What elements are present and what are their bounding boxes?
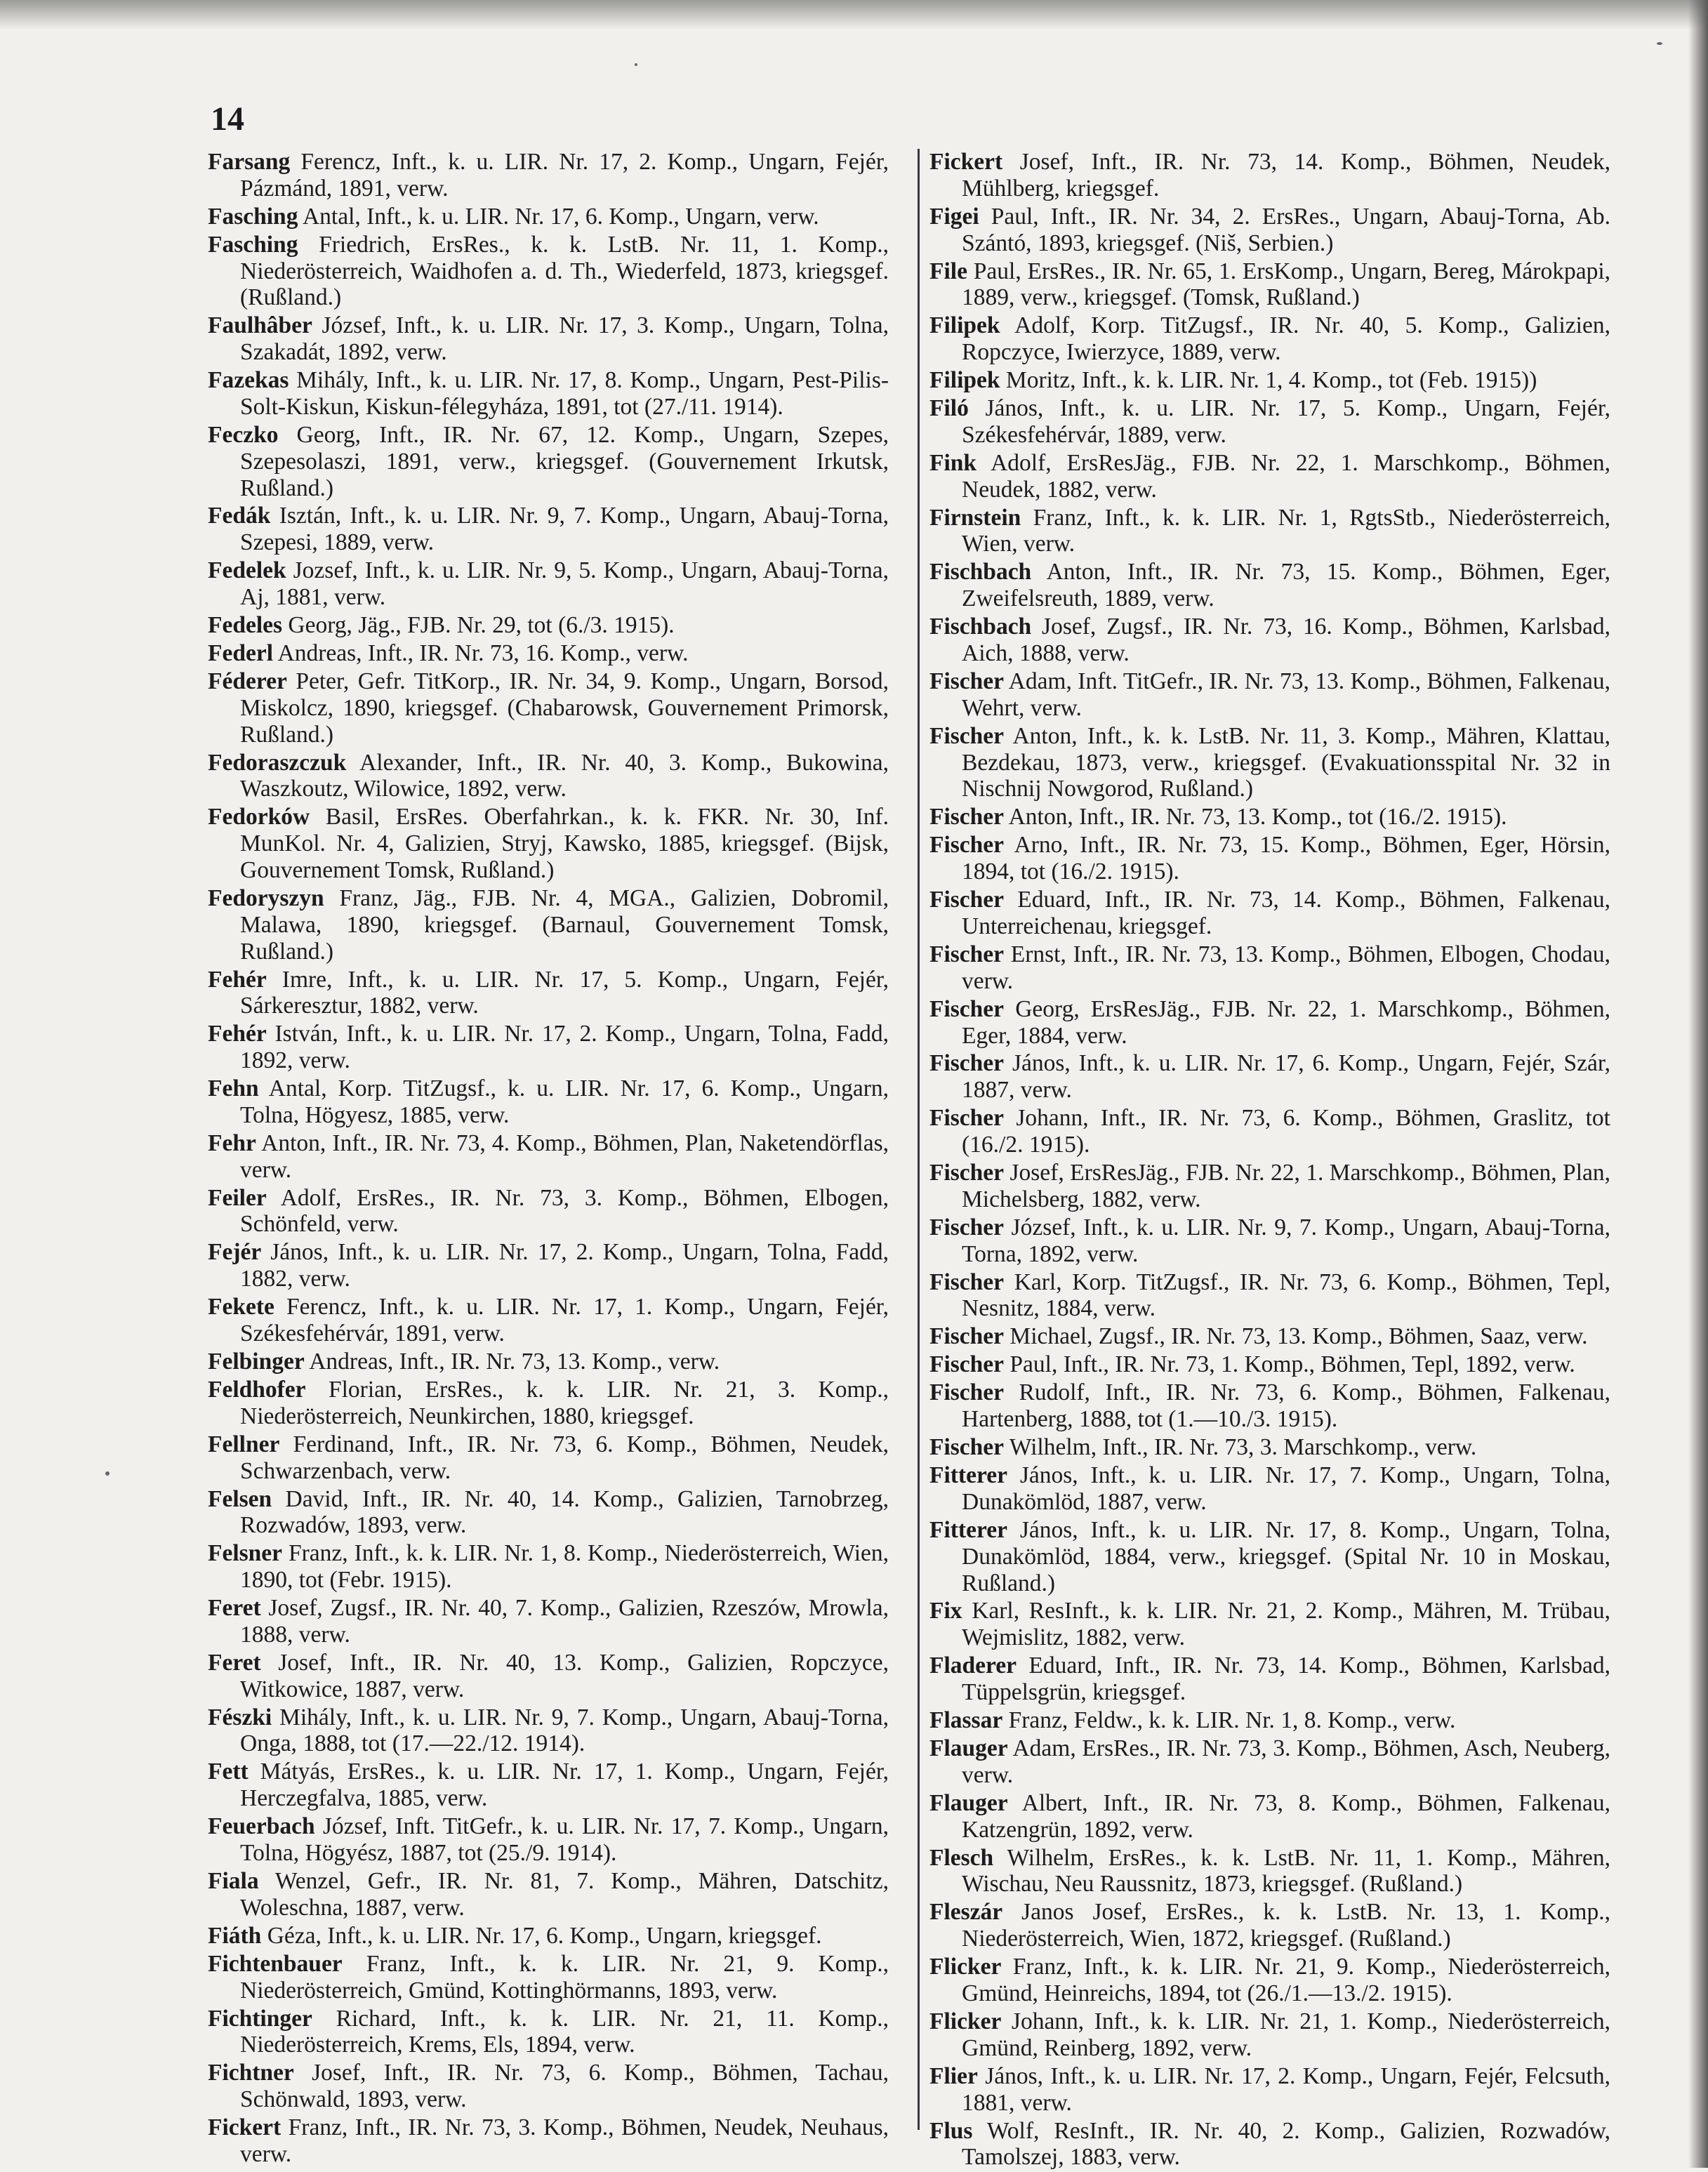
entry-details: Eduard, Inft., IR. Nr. 73, 14. Komp., Böhmen, Karlsbad, Tüppelsgrün, kriegsgef.	[962, 1653, 1611, 1706]
entry	[929, 1351, 1610, 1378]
entry	[208, 557, 889, 611]
entry-surname: Fehr	[208, 1130, 256, 1156]
entry	[929, 1845, 1610, 1898]
entry-surname: Fedák	[208, 503, 271, 529]
entry-details: Mihály, Inft., k. u. LIR. Nr. 17, 8. Komp., Ungarn, Pest-Pilis-Solt-Kiskun, Kiskun-félegyháza, 1891, tot (27./11. 1914).	[240, 367, 889, 420]
entry-details: Georg, Jäg., FJB. Nr. 29, tot (6./3. 1915).	[288, 612, 675, 639]
entry	[929, 804, 1610, 830]
entry-details: Ferencz, Inft., k. u. LIR. Nr. 17, 1. Komp., Ungarn, Fejér, Székesfehérvár, 1891, verw.	[240, 1294, 889, 1347]
entry	[929, 395, 1610, 449]
entry-surname: Fiala	[208, 1868, 259, 1895]
entry-surname: Fedoraszczuk	[208, 749, 347, 776]
entry	[208, 422, 889, 501]
entry	[208, 668, 889, 748]
entry-surname: Fickert	[929, 149, 1003, 175]
entry-surname: Fischer	[929, 1160, 1005, 1186]
entry	[208, 1130, 889, 1184]
entry-surname: Fischer	[929, 1351, 1005, 1378]
entry	[929, 941, 1610, 995]
entry	[208, 312, 889, 366]
entry-surname: Flauger	[929, 1735, 1008, 1762]
entry	[208, 804, 889, 883]
entry-details: János, Inft., k. u. LIR. Nr. 17, 8. Komp., Ungarn, Tolna, Dunakömlöd, 1884, verw., kriegsgef. (Spital Nr. 10 in Moskau, Rußland.)	[962, 1516, 1611, 1596]
entry-surname: Fedoryszyn	[208, 885, 324, 911]
entry	[208, 503, 889, 556]
entry-surname: Fischer	[929, 887, 1005, 913]
entry	[929, 1379, 1610, 1433]
entry-surname: Faulhâber	[208, 312, 312, 339]
entry-surname: Fischer	[929, 1434, 1005, 1461]
entry-surname: Fischer	[929, 1269, 1005, 1295]
entry	[929, 1323, 1610, 1350]
entry-details: Adolf, ErsRes., IR. Nr. 73, 3. Komp., Böhmen, Elbogen, Schönfeld, verw.	[240, 1184, 889, 1238]
entry-details: Karl, Korp. TitZugsf., IR. Nr. 73, 6. Komp., Böhmen, Tepl, Nesnitz, 1884, verw.	[962, 1269, 1610, 1322]
entry-surname: Féderer	[208, 668, 287, 695]
entry-surname: Flassar	[929, 1707, 1003, 1734]
entry-details: Johann, Inft., k. k. LIR. Nr. 21, 1. Komp., Niederösterreich, Gmünd, Reinberg, 1892, verw.	[962, 2008, 1611, 2061]
entry	[208, 367, 889, 421]
entry	[208, 1021, 889, 1074]
entry-surname: File	[929, 258, 967, 284]
entry-details: Peter, Gefr. TitKorp., IR. Nr. 34, 9. Komp., Ungarn, Borsod, Miskolcz, 1890, kriegsgef. (Chabarowsk, Gouvernement Primorsk, Rußland.)	[240, 668, 889, 748]
entry	[208, 1075, 889, 1129]
entry-details: Josef, Zugsf., IR. Nr. 40, 7. Komp., Galizien, Rzeszów, Mrowla, 1888, verw.	[240, 1595, 889, 1648]
entry	[208, 1595, 889, 1648]
entry-surname: Fedorków	[208, 804, 310, 830]
entry-surname: Fischer	[929, 1379, 1005, 1406]
entry-details: Johann, Inft., IR. Nr. 73, 6. Komp., Böhmen, Graslitz, tot (16./2. 1915).	[962, 1105, 1610, 1158]
entry-details: János, Inft., k. u. LIR. Nr. 17, 2. Komp., Ungarn, Fejér, Felcsuth, 1881, verw.	[962, 2062, 1610, 2116]
entry-surname: Feret	[208, 1649, 261, 1676]
entry	[929, 1434, 1610, 1461]
entry-details: Karl, ResInft., k. k. LIR. Nr. 21, 2. Komp., Mähren, M. Trübau, Wejmislitz, 1882, verw.	[962, 1598, 1611, 1651]
entry-details: Imre, Inft., k. u. LIR. Nr. 17, 5. Komp., Ungarn, Fejér, Sárkeresztur, 1882, verw.	[240, 966, 889, 1019]
entry-surname: Fischer	[929, 995, 1005, 1022]
entry	[208, 1486, 889, 1539]
entry-surname: Flus	[929, 2117, 973, 2144]
entry	[929, 1160, 1610, 1213]
entry-surname: Firnstein	[929, 504, 1021, 531]
entry	[929, 887, 1610, 940]
entry	[208, 2114, 889, 2168]
entry	[208, 1813, 889, 1867]
entry-surname: Fink	[929, 449, 977, 476]
entry-surname: Fichtinger	[208, 2005, 312, 2032]
entry-details: István, Inft., k. u. LIR. Nr. 17, 2. Komp., Ungarn, Tolna, Fadd, 1892, verw.	[240, 1021, 889, 1074]
left-column	[208, 149, 889, 2169]
entry	[929, 1707, 1610, 1734]
scan-speck	[105, 1471, 110, 1476]
entry-details: Paul, Inft., IR. Nr. 34, 2. ErsRes., Ungarn, Abauj-Torna, Ab. Szántó, 1893, kriegsgef. (Niš, Serbien.)	[962, 203, 1611, 256]
entry	[208, 204, 889, 230]
column-divider	[918, 149, 920, 2130]
entry-details: Ferdinand, Inft., IR. Nr. 73, 6. Komp., Böhmen, Neudek, Schwarzenbach, verw.	[240, 1431, 889, 1484]
entry	[929, 204, 1610, 257]
entry-details: János, Inft., k. u. LIR. Nr. 17, 7. Komp., Ungarn, Tolna, Dunakömlöd, 1887, verw.	[962, 1462, 1611, 1515]
entry	[208, 1239, 889, 1292]
entry-surname: Flier	[929, 2062, 978, 2089]
entry-details: Anton, Inft., IR. Nr. 73, 4. Komp., Böhmen, Plan, Naketendörflas, verw.	[240, 1130, 889, 1183]
entry-surname: Fehér	[208, 966, 267, 993]
entry-details: Franz, Jäg., FJB. Nr. 4, MGA., Galizien, Dobromil, Malawa, 1890, kriegsgef. (Barnaul, Gouvernement Tomsk, Rußland.)	[240, 885, 889, 965]
entry-details: Franz, Inft., k. k. LIR. Nr. 21, 9. Komp., Niederösterreich, Gmünd, Heinreichs, 1894, tot (26./1.—13./2. 1915).	[962, 1954, 1610, 2006]
entry-surname: Fészki	[208, 1704, 272, 1730]
entry-details: Andreas, Inft., IR. Nr. 73, 16. Komp., verw.	[277, 640, 689, 667]
entry	[208, 149, 889, 202]
entry-surname: Fladerer	[929, 1653, 1017, 1679]
entry-surname: Federl	[208, 640, 274, 667]
entry	[208, 612, 889, 639]
entry-details: Josef, ErsResJäg., FJB. Nr. 22, 1. Marschkomp., Böhmen, Plan, Michelsberg, 1882, verw.	[962, 1160, 1610, 1212]
entry-details: Ernst, Inft., IR. Nr. 73, 13. Komp., Böhmen, Elbogen, Chodau, verw.	[962, 941, 1610, 994]
entry-details: János, Inft., k. u. LIR. Nr. 17, 2. Komp., Ungarn, Tolna, Fadd, 1882, verw.	[240, 1239, 889, 1292]
entry	[929, 2008, 1610, 2062]
entry-details: Basil, ErsRes. Oberfahrkan., k. k. FKR. Nr. 30, Inf. MunKol. Nr. 4, Galizien, Stryj, Kawsko, 1885, kriegsgef. (Bijsk, Gouvernement Tomsk, Rußland.)	[240, 804, 889, 883]
entry	[208, 1349, 889, 1375]
entry-details: Wilhelm, ErsRes., k. k. LstB. Nr. 11, 1. Komp., Mähren, Wischau, Neu Raussnitz, 1873, kriegsgef. (Rußland.)	[962, 1844, 1610, 1898]
entry-surname: Fejér	[208, 1239, 262, 1266]
entry-details: Franz, Inft., k. k. LIR. Nr. 1, RgtsStb., Niederösterreich, Wien, verw.	[962, 504, 1611, 557]
entry-surname: Fellner	[208, 1431, 280, 1457]
entry-details: Wilhelm, Inft., IR. Nr. 73, 3. Marschkomp., verw.	[1009, 1434, 1477, 1461]
scan-shadow-right	[1688, 0, 1708, 2168]
entry-surname: Felsner	[208, 1540, 283, 1567]
entry	[929, 367, 1610, 394]
entry-details: Josef, Zugsf., IR. Nr. 73, 16. Komp., Böhmen, Karlsbad, Aich, 1888, verw.	[962, 614, 1610, 667]
entry	[929, 832, 1610, 885]
entry-surname: Fekete	[208, 1294, 274, 1320]
entry	[208, 2006, 889, 2059]
scan-speck	[1657, 42, 1662, 45]
entry-details: Andreas, Inft., IR. Nr. 73, 13. Komp., verw.	[309, 1349, 720, 1375]
entry	[208, 1704, 889, 1758]
entry-details: Josef, Inft., IR. Nr. 73, 6. Komp., Böhmen, Tachau, Schönwald, 1893, verw.	[240, 2060, 889, 2113]
entry-surname: Fehn	[208, 1075, 259, 1102]
entry-details: József, Inft., k. u. LIR. Nr. 17, 3. Komp., Ungarn, Tolna, Szakadát, 1892, verw.	[240, 312, 889, 366]
entry-details: Alexander, Inft., IR. Nr. 40, 3. Komp., Bukowina, Waszkoutz, Wilowice, 1892, verw.	[240, 749, 889, 802]
entry-details: Albert, Inft., IR. Nr. 73, 8. Komp., Böhmen, Falkenau, Katzengrün, 1892, verw.	[962, 1789, 1610, 1843]
entry-surname: Fichtner	[208, 2060, 294, 2086]
entry	[208, 1377, 889, 1430]
entry-surname: Fischer	[929, 804, 1005, 830]
entry-surname: Fedeles	[208, 612, 283, 639]
entry-surname: Figei	[929, 203, 979, 230]
entry-surname: Flicker	[929, 2008, 1002, 2034]
entry-surname: Feret	[208, 1595, 261, 1622]
entry-surname: Flesch	[929, 1844, 994, 1871]
entry	[208, 1431, 889, 1485]
entry-details: Géza, Inft., k. u. LIR. Nr. 17, 6. Komp., Ungarn, kriegsgef.	[267, 1922, 822, 1949]
entry-surname: Feldhofer	[208, 1376, 306, 1403]
entry-surname: Felbinger	[208, 1349, 305, 1375]
entry-details: Florian, ErsRes., k. k. LIR. Nr. 21, 3. Komp., Niederösterreich, Neunkirchen, 1880, kriegsgef.	[240, 1376, 889, 1429]
entry	[929, 996, 1610, 1049]
entry	[208, 1951, 889, 2004]
entry	[929, 1269, 1610, 1323]
entry	[929, 258, 1610, 312]
entry-details: Adolf, Korp. TitZugsf., IR. Nr. 40, 5. Komp., Galizien, Ropczyce, Iwierzyce, 1889, verw.	[962, 312, 1610, 366]
entry-details: Richard, Inft., k. k. LIR. Nr. 21, 11. Komp., Niederösterreich, Krems, Els, 1894, verw.	[240, 2005, 889, 2058]
entry-surname: Felsen	[208, 1485, 272, 1512]
entry	[929, 1050, 1610, 1104]
entry	[208, 640, 889, 667]
entry-surname: Filipek	[929, 312, 1000, 339]
entry	[929, 1954, 1610, 2007]
entry-details: Eduard, Inft., IR. Nr. 73, 14. Komp., Böhmen, Falkenau, Unterreichenau, kriegsgef.	[962, 887, 1610, 939]
entry-details: Rudolf, Inft., IR. Nr. 73, 6. Komp., Böhmen, Falkenau, Hartenberg, 1888, tot (1.—10./3. 1915).	[962, 1379, 1610, 1433]
entry-details: Antal, Korp. TitZugsf., k. u. LIR. Nr. 17, 6. Komp., Ungarn, Tolna, Högyesz, 1885, verw.	[240, 1075, 889, 1128]
entry-surname: Filó	[929, 395, 969, 422]
entry	[208, 1650, 889, 1703]
entry	[208, 1868, 889, 1921]
entry-details: Mátyás, ErsRes., k. u. LIR. Nr. 17, 1. Komp., Ungarn, Fejér, Herczegfalva, 1885, verw.	[240, 1759, 889, 1812]
entry-surname: Fleszár	[929, 1899, 1003, 1926]
entry-details: Wolf, ResInft., IR. Nr. 40, 2. Komp., Galizien, Rozwadów, Tamolszej, 1883, verw.	[962, 2117, 1610, 2171]
entry-surname: Feczko	[208, 421, 279, 448]
entry-details: Arno, Inft., IR. Nr. 73, 15. Komp., Böhmen, Eger, Hörsin, 1894, tot (16./2. 1915).	[962, 832, 1611, 885]
entry	[929, 1517, 1610, 1596]
entry-details: Franz, Inft., IR. Nr. 73, 3. Komp., Böhmen, Neudek, Neuhaus, verw.	[240, 2114, 889, 2167]
entry	[208, 1540, 889, 1594]
entry	[929, 312, 1610, 366]
entry	[208, 967, 889, 1020]
entry-surname: Fix	[929, 1598, 962, 1624]
entry	[208, 1185, 889, 1238]
entry-surname: Flauger	[929, 1789, 1008, 1816]
entry-details: Franz, Inft., k. k. LIR. Nr. 21, 9. Komp., Niederösterreich, Gmünd, Kottinghörmanns, 1893, verw.	[240, 1950, 889, 2004]
entry-surname: Fischer	[929, 722, 1005, 749]
entry	[208, 1923, 889, 1949]
entry-surname: Fischer	[929, 1105, 1005, 1132]
entry	[929, 668, 1610, 722]
entry-details: Wenzel, Gefr., IR. Nr. 81, 7. Komp., Mähren, Datschitz, Woleschna, 1887, verw.	[240, 1868, 889, 1921]
entry-details: Paul, Inft., IR. Nr. 73, 1. Komp., Böhmen, Tepl, 1892, verw.	[1009, 1351, 1575, 1378]
entry-details: Anton, Inft., IR. Nr. 73, 15. Komp., Böhmen, Eger, Zweifelsreuth, 1889, verw.	[962, 559, 1610, 612]
entry	[929, 505, 1610, 558]
entry-details: Anton, Inft., IR. Nr. 73, 13. Komp., tot (16./2. 1915).	[1008, 804, 1507, 830]
entry-surname: Farsang	[208, 149, 291, 175]
entry	[929, 723, 1610, 802]
entry	[929, 149, 1610, 202]
entry	[208, 1294, 889, 1347]
entry-surname: Fischbach	[929, 614, 1032, 640]
entry-details: József, Inft., k. u. LIR. Nr. 9, 7. Komp., Ungarn, Abauj-Torna, Torna, 1892, verw.	[962, 1214, 1610, 1267]
entry-surname: Fichtenbauer	[208, 1950, 343, 1977]
entry-details: Isztán, Inft., k. u. LIR. Nr. 9, 7. Komp., Ungarn, Abauj-Torna, Szepesi, 1889, verw.	[240, 503, 889, 556]
entry	[929, 1462, 1610, 1516]
entry	[929, 2063, 1610, 2117]
entry	[929, 450, 1610, 503]
entry-surname: Fischbach	[929, 559, 1032, 585]
entry	[208, 750, 889, 803]
entry-details: Adolf, ErsResJäg., FJB. Nr. 22, 1. Marschkomp., Böhmen, Neudek, 1882, verw.	[962, 449, 1610, 503]
entry	[929, 1735, 1610, 1789]
entry-surname: Fitterer	[929, 1516, 1007, 1543]
page-number: 14	[211, 100, 244, 138]
entry	[929, 559, 1610, 612]
entry	[929, 1214, 1610, 1268]
entry	[208, 1759, 889, 1812]
entry-surname: Fischer	[929, 1214, 1005, 1240]
entry-surname: Fischer	[929, 1323, 1005, 1350]
entry-surname: Fazekas	[208, 367, 289, 394]
entry	[929, 2118, 1610, 2171]
entry	[929, 1653, 1610, 1706]
entry-details: Adam, Inft. TitGefr., IR. Nr. 73, 13. Komp., Böhmen, Falkenau, Wehrt, verw.	[962, 668, 1611, 721]
entry-details: Antal, Inft., k. u. LIR. Nr. 17, 6. Komp., Ungarn, verw.	[302, 203, 819, 230]
entry-surname: Fitterer	[929, 1462, 1007, 1489]
entry-surname: Fiáth	[208, 1922, 262, 1949]
entry-surname: Feiler	[208, 1184, 267, 1211]
entry-surname: Feuerbach	[208, 1813, 315, 1840]
entry-surname: Fehér	[208, 1021, 267, 1047]
entry-surname: Filipek	[929, 367, 1000, 394]
entry	[208, 885, 889, 965]
entry-details: József, Inft. TitGefr., k. u. LIR. Nr. 17, 7. Komp., Ungarn, Tolna, Högyész, 1887, tot (25./9. 1914).	[240, 1813, 889, 1867]
entry-details: Jozsef, Inft., k. u. LIR. Nr. 9, 5. Komp., Ungarn, Abauj-Torna, Aj, 1881, verw.	[240, 557, 889, 611]
entry	[208, 232, 889, 311]
entry-details: Georg, Inft., IR. Nr. 67, 12. Komp., Ungarn, Szepes, Szepesolaszi, 1891, verw., kriegsgef. (Gouvernement Irkutsk, Rußland.)	[240, 421, 889, 501]
entry-details: János, Inft., k. u. LIR. Nr. 17, 5. Komp., Ungarn, Fejér, Székesfehérvár, 1889, verw.	[962, 395, 1611, 448]
entry-details: Paul, ErsRes., IR. Nr. 65, 1. ErsKomp., Ungarn, Bereg, Márokpapi, 1889, verw., kriegsgef. (Tomsk, Rußland.)	[962, 258, 1611, 311]
entry-surname: Fett	[208, 1759, 249, 1785]
entry-details: Moritz, Inft., k. k. LIR. Nr. 1, 4. Komp., tot (Feb. 1915))	[1005, 367, 1537, 394]
entry-details: Mihály, Inft., k. u. LIR. Nr. 9, 7. Komp., Ungarn, Abauj-Torna, Onga, 1888, tot (17.—22./12. 1914).	[240, 1704, 889, 1757]
entry-details: Anton, Inft., k. k. LstB. Nr. 11, 3. Komp., Mähren, Klattau, Bezdekau, 1873, verw., kriegsgef. (Evakuationsspital Nr. 32 in Nischnij Nowgorod, Rußland.)	[962, 722, 1610, 802]
entry-details: Franz, Feldw., k. k. LIR. Nr. 1, 8. Komp., verw.	[1008, 1707, 1456, 1734]
entry-surname: Flicker	[929, 1954, 1002, 1980]
entry-surname: Fischer	[929, 668, 1005, 695]
entry-surname: Fischer	[929, 832, 1005, 859]
entry-surname: Fasching	[208, 203, 298, 230]
entry-details: Ferencz, Inft., k. u. LIR. Nr. 17, 2. Komp., Ungarn, Fejér, Pázmánd, 1891, verw.	[240, 149, 889, 201]
scan-speck	[635, 63, 637, 66]
entry-surname: Fedelek	[208, 557, 286, 584]
entry-surname: Fischer	[929, 941, 1005, 967]
entry-details: Josef, Inft., IR. Nr. 73, 14. Komp., Böhmen, Neudek, Mühlberg, kriegsgef.	[962, 149, 1610, 201]
entry-details: Friedrich, ErsRes., k. k. LstB. Nr. 11, 1. Komp., Niederösterreich, Waidhofen a. d. Th., Wiederfeld, 1873, kriegsgef. (Rußland.)	[240, 231, 889, 311]
entry	[208, 2060, 889, 2113]
right-column	[929, 149, 1610, 2172]
entry	[929, 1105, 1610, 1158]
entry	[929, 1598, 1610, 1651]
entry-details: János, Inft., k. u. LIR. Nr. 17, 6. Komp., Ungarn, Fejér, Szár, 1887, verw.	[962, 1050, 1611, 1104]
entry	[929, 1790, 1610, 1843]
entry-details: Georg, ErsResJäg., FJB. Nr. 22, 1. Marschkomp., Böhmen, Eger, 1884, verw.	[962, 995, 1611, 1049]
entry	[929, 1899, 1610, 1952]
entry-details: Adam, ErsRes., IR. Nr. 73, 3. Komp., Böhmen, Asch, Neuberg, verw.	[962, 1735, 1610, 1788]
entry-details: Janos Josef, ErsRes., k. k. LstB. Nr. 13, 1. Komp., Niederösterreich, Wien, 1872, kriegsgef. (Rußland.)	[962, 1899, 1610, 1952]
entry-surname: Fischer	[929, 1050, 1005, 1077]
entry-details: Franz, Inft., k. k. LIR. Nr. 1, 8. Komp., Niederösterreich, Wien, 1890, tot (Febr. 1915).	[240, 1540, 889, 1594]
entry-surname: Fasching	[208, 231, 298, 258]
entry	[929, 614, 1610, 667]
entry-details: Josef, Inft., IR. Nr. 40, 13. Komp., Galizien, Ropczyce, Witkowice, 1887, verw.	[240, 1649, 889, 1702]
entry-surname: Fickert	[208, 2114, 282, 2141]
entry-details: Michael, Zugsf., IR. Nr. 73, 13. Komp., Böhmen, Saaz, verw.	[1009, 1323, 1588, 1350]
entry-details: David, Inft., IR. Nr. 40, 14. Komp., Galizien, Tarnobrzeg, Rozwadów, 1893, verw.	[240, 1485, 889, 1539]
scan-shadow-top	[0, 0, 1708, 29]
